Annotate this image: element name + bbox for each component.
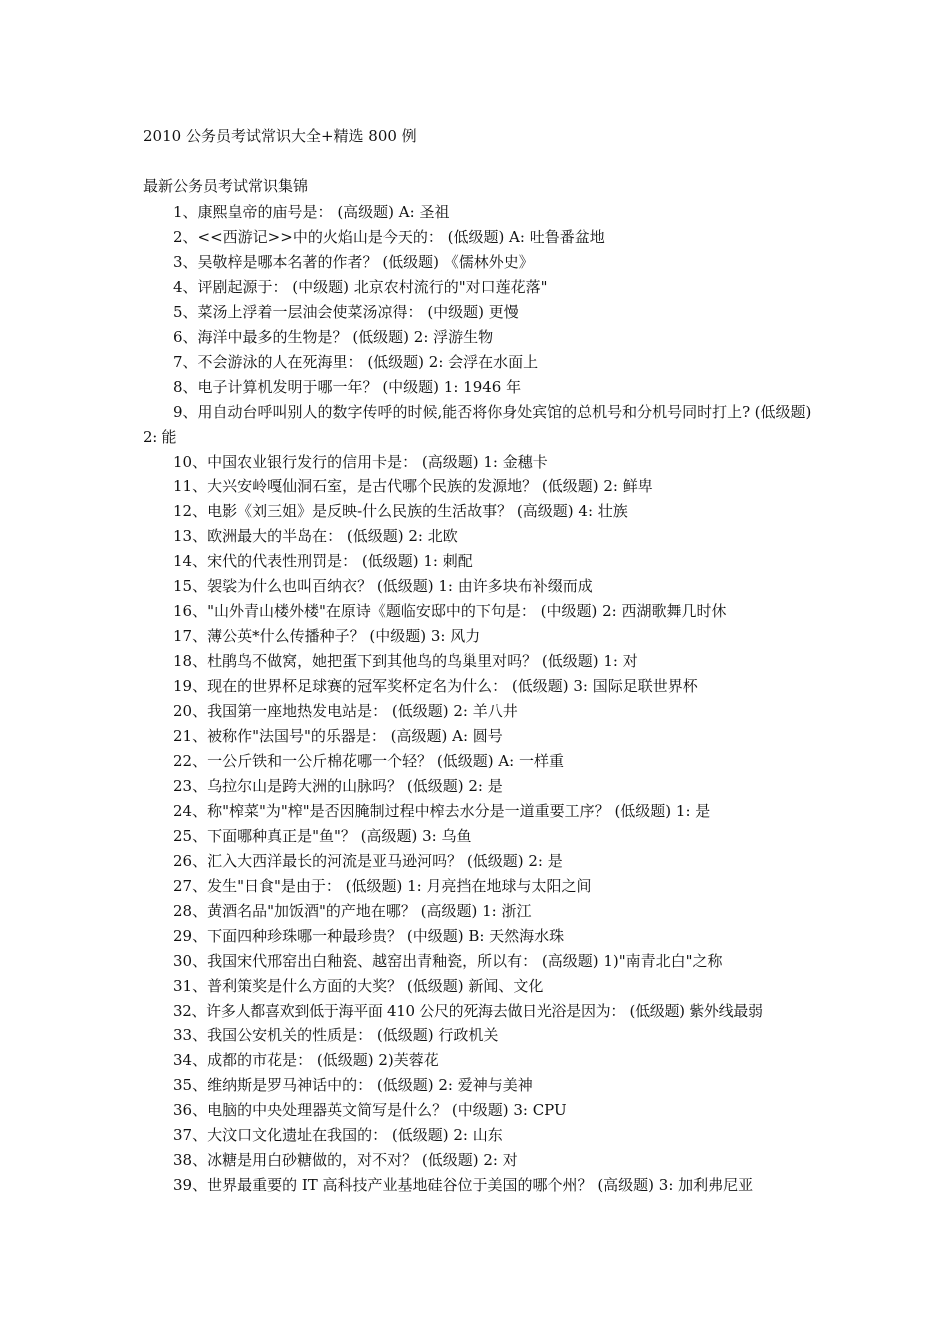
list-item: 7、不会游泳的人在死海里： (低级题) 2: 会浮在水面上	[173, 352, 539, 371]
list-item: 16、"山外青山楼外楼"在原诗《题临安邸中的下句是： (中级题) 2: 西湖歌舞几时休	[173, 602, 727, 621]
list-item: 3、吴敬梓是哪本名著的作者？ (低级题) 《儒林外史》	[173, 252, 534, 271]
list-item: 13、欧洲最大的半岛在： (低级题) 2: 北欧	[173, 527, 458, 546]
list-item: 32、许多人都喜欢到低于海平面 410 公尺的死海去做日光浴是因为： (低级题) 紫外线最弱	[173, 1001, 763, 1020]
list-item: 9、用自动台呼叫别人的数字传呼的时候,能否将你身处宾馆的总机号和分机号同时打上? (低级题) 2: 能	[143, 402, 811, 446]
list-item: 38、冰糖是用白砂糖做的，对不对？ (低级题) 2: 对	[173, 1151, 518, 1170]
list-item: 37、大汶口文化遗址在我国的： (低级题) 2: 山东	[173, 1126, 503, 1145]
list-item: 18、杜鹃鸟不做窝，她把蛋下到其他鸟的鸟巢里对吗？ (低级题) 1: 对	[173, 652, 638, 671]
list-item: 39、世界最重要的 IT 高科技产业基地硅谷位于美国的哪个州？ (高级题) 3: 加利弗尼亚	[173, 1176, 754, 1195]
list-item: 10、中国农业银行发行的信用卡是： (高级题) 1: 金穗卡	[173, 452, 548, 471]
list-item: 30、我国宋代邢窑出白釉瓷、越窑出青釉瓷，所以有： (高级题) 1)"南青北白"之称	[173, 951, 723, 970]
list-item: 19、现在的世界杯足球赛的冠军奖杯定名为什么： (低级题) 3: 国际足联世界杯	[173, 677, 698, 696]
list-item: 5、菜汤上浮着一层油会使菜汤凉得： (中级题) 更慢	[173, 302, 519, 321]
list-item: 34、成都的市花是： (低级题) 2)芙蓉花	[173, 1051, 439, 1070]
list-item: 31、普利策奖是什么方面的大奖？ (低级题) 新闻、文化	[173, 976, 544, 995]
list-item: 2、<<西游记>>中的火焰山是今天的： (低级题) A: 吐鲁番盆地	[173, 227, 605, 246]
list-item: 36、电脑的中央处理器英文简写是什么？ (中级题) 3: CPU	[173, 1101, 567, 1120]
list-item: 8、电子计算机发明于哪一年？ (中级题) 1: 1946 年	[173, 377, 522, 396]
list-item: 35、维纳斯是罗马神话中的： (低级题) 2: 爱神与美神	[173, 1076, 533, 1095]
list-item: 4、评剧起源于： (中级题) 北京农村流行的"对口莲花落"	[173, 277, 548, 296]
list-item: 23、乌拉尔山是跨大洲的山脉吗？ (低级题) 2: 是	[173, 776, 503, 795]
list-item: 26、汇入大西洋最长的河流是亚马逊河吗？ (低级题) 2: 是	[173, 851, 563, 870]
list-item: 20、我国第一座地热发电站是： (低级题) 2: 羊八井	[173, 702, 518, 721]
list-item: 14、宋代的代表性刑罚是： (低级题) 1: 刺配	[173, 552, 473, 571]
question-list	[143, 200, 811, 1198]
list-item: 33、我国公安机关的性质是： (低级题) 行政机关	[173, 1026, 499, 1045]
list-item: 24、称"榨菜"为"榨"是否因腌制过程中榨去水分是一道重要工序？ (低级题) 1: 是	[173, 801, 711, 820]
list-item: 21、被称作"法国号"的乐器是： (高级题) A: 圆号	[173, 727, 503, 746]
list-item: 6、海洋中最多的生物是？ (低级题) 2: 浮游生物	[173, 327, 494, 346]
list-item: 29、下面四种珍珠哪一种最珍贵？ (中级题) B: 天然海水珠	[173, 926, 565, 945]
list-item: 27、发生"日食"是由于： (低级题) 1: 月亮挡在地球与太阳之间	[173, 876, 592, 895]
list-item: 25、下面哪种真正是"鱼"？ (高级题) 3: 乌鱼	[173, 826, 472, 845]
list-item: 22、一公斤铁和一公斤棉花哪一个轻？ (低级题) A: 一样重	[173, 751, 564, 770]
list-item: 12、电影《刘三姐》是反映-什么民族的生活故事？ (高级题) 4: 壮族	[173, 502, 628, 521]
section-title: 最新公务员考试常识集锦	[143, 177, 309, 195]
list-item: 1、康熙皇帝的庙号是： (高级题) A: 圣祖	[173, 203, 450, 221]
list-item: 28、黄酒名品"加饭酒"的产地在哪？ (高级题) 1: 浙江	[173, 901, 532, 920]
list-item: 11、大兴安岭嘎仙洞石室，是古代哪个民族的发源地？ (低级题) 2: 鲜卑	[173, 477, 653, 496]
list-item: 17、薄公英*什么传播种子？ (中级题) 3: 风力	[173, 627, 481, 646]
list-item: 15、袈裟为什么也叫百纳衣？ (低级题) 1: 由许多块布补缀而成	[173, 577, 593, 596]
document-title: 2010 公务员考试常识大全+精选 800 例	[143, 127, 417, 145]
